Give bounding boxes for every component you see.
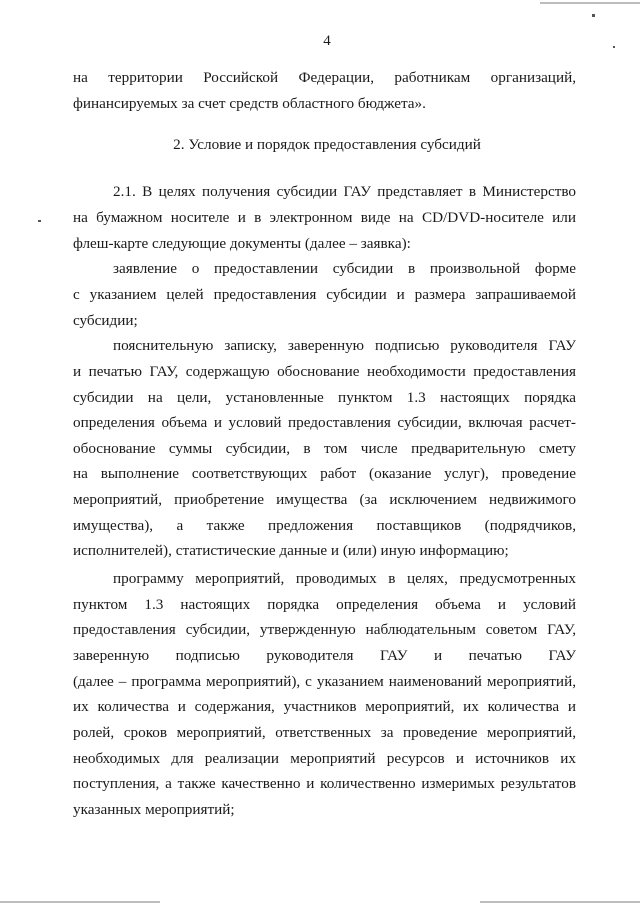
paragraph-line: имущества), а также предложения поставщиков (подрядчиков,: [73, 517, 576, 534]
paragraph-line: флеш-карте следующие документы (далее – заявка):: [73, 235, 411, 252]
paragraph-line: указанных мероприятий;: [73, 801, 235, 818]
paragraph-line: финансируемых за счет средств областного бюджета».: [73, 95, 426, 112]
paragraph-line: заверенную подписью руководителя ГАУ и печатью ГАУ: [73, 647, 576, 664]
paragraph-line: мероприятий, приобретение имущества (за исключением недвижимого: [73, 491, 576, 508]
paragraph-line: пояснительную записку, заверенную подписью руководителя ГАУ: [113, 337, 576, 354]
scan-artifact-top: [540, 2, 640, 4]
paragraph-line: обоснование суммы субсидии, в том числе предварительную смету: [73, 440, 576, 457]
paragraph-line: их количества и содержания, участников мероприятий, их количества и: [73, 698, 576, 715]
paragraph-line: на бумажном носителе и в электронном виде на CD/DVD-носителе или: [73, 209, 576, 226]
paragraph-line: исполнителей), статистические данные и (или) иную информацию;: [73, 542, 509, 559]
paragraph-line: пунктом 1.3 настоящих порядка определения объема и условий: [73, 596, 576, 613]
paragraph-line: предоставления субсидии, утвержденную наблюдательным советом ГАУ,: [73, 621, 576, 638]
scan-mark-top-right: [592, 14, 595, 17]
paragraph-line: необходимых для реализации мероприятий ресурсов и источников их: [73, 750, 576, 767]
page-number: 4: [323, 33, 331, 49]
paragraph-line: (далее – программа мероприятий), с указанием наименований мероприятий,: [73, 673, 576, 690]
paragraph-line: определения объема и условий предоставления субсидии, включая расчет-: [73, 414, 576, 431]
paragraph-line: на выполнение соответствующих работ (оказание услуг), проведение: [73, 465, 576, 482]
paragraph-line: субсидии;: [73, 312, 138, 329]
paragraph-line: ролей, сроков мероприятий, ответственных за проведение мероприятий,: [73, 724, 576, 741]
section-heading: 2. Условие и порядок предоставления субсидий: [173, 136, 481, 153]
paragraph-line: с указанием целей предоставления субсидии и размера запрашиваемой: [73, 286, 576, 303]
paragraph-line: заявление о предоставлении субсидии в произвольной форме: [113, 260, 576, 277]
paragraph-line: и печатью ГАУ, содержащую обоснование необходимости предоставления: [73, 363, 576, 380]
paragraph-line: программу мероприятий, проводимых в целях, предусмотренных: [113, 570, 576, 587]
scan-mark-left: [38, 220, 41, 222]
scan-artifact-bottom-left: [0, 901, 160, 903]
paragraph-line: на территории Российской Федерации, работникам организаций,: [73, 69, 576, 86]
paragraph-line: субсидии на цели, установленные пунктом 1.3 настоящих порядка: [73, 389, 576, 406]
paragraph-line: поступления, а также качественно и количественно измеримых результатов: [73, 775, 576, 792]
scan-artifact-bottom-right: [480, 901, 640, 903]
paragraph-line: 2.1. В целях получения субсидии ГАУ представляет в Министерство: [113, 183, 576, 200]
